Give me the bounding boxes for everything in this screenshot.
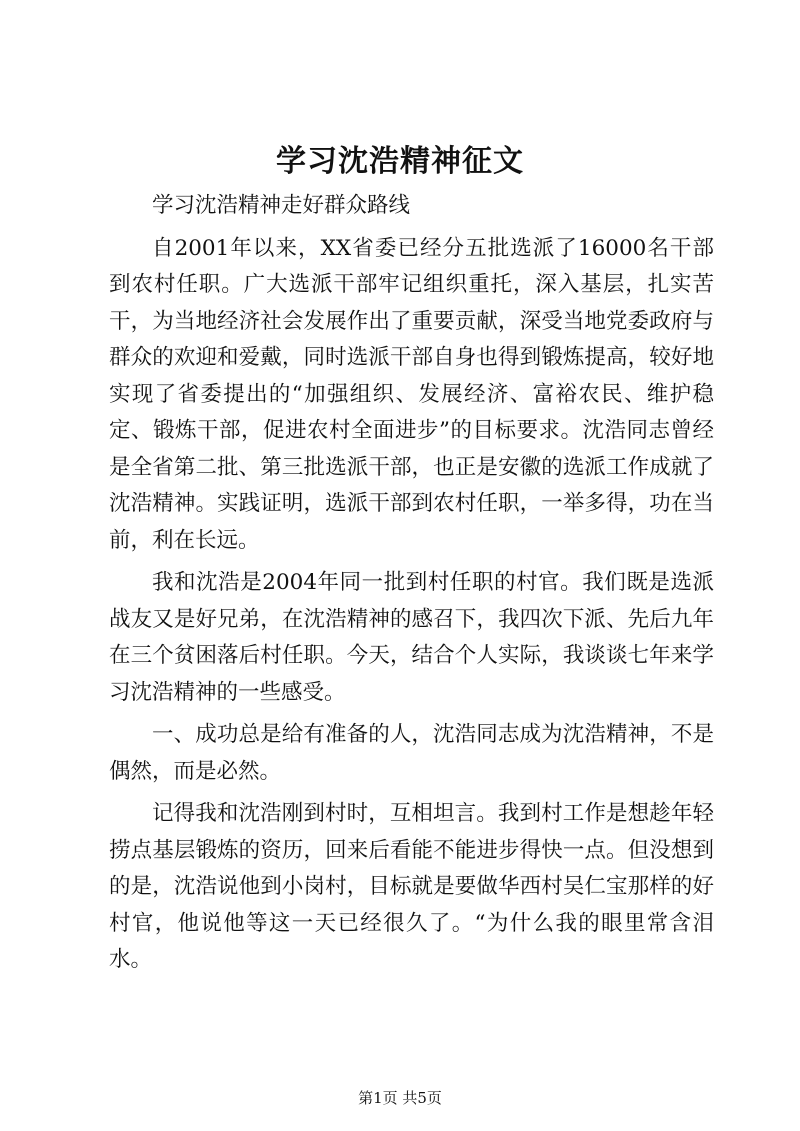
page-footer: 第1页 共5页 [358, 1089, 442, 1107]
document-title: 学习沈浩精神征文 [276, 144, 524, 179]
subtitle-paragraph: 学习沈浩精神走好群众路线 [152, 193, 411, 218]
document-body [109, 188, 714, 985]
body-paragraph: 记得我和沈浩刚到村时，互相坦言。我到村工作是想趁年轻捞点基层锻炼的资历，回来后看能不能进步得快一点。但没想到的是，沈浩说他到小岗村，目标就是要做华西村吴仁宝那样的好村官，他说他等这一天已经很久了。“为什么我的眼里常含泪水。 [109, 801, 714, 972]
body-paragraph: 我和沈浩是2004年同一批到村任职的村官。我们既是选派战友又是好兄弟，在沈浩精神的感召下，我四次下派、先后九年在三个贫困落后村任职。今天，结合个人实际，我谈谈七年来学习沈浩精神的一些感受。 [109, 570, 714, 705]
body-paragraph: 自2001年以来，XX省委已经分五批选派了16000名干部到农村任职。广大选派干部牢记组织重托，深入基层，扎实苦干，为当地经济社会发展作出了重要贡献，深受当地党委政府与群众的欢迎和爱戴，同时选派干部自身也得到锻炼提高，较好地实现了省委提出的“加强组织、发展经济、富裕农民、维护稳定、锻炼干部，促进农村全面进步”的目标要求。沈浩同志曾经是全省第二批、第三批选派干部，也正是安徽的选派工作成就了沈浩精神。实践证明，选派干部到农村任职，一举多得，功在当前，利在长远。 [109, 235, 714, 553]
section-heading-paragraph: 一、成功总是给有准备的人，沈浩同志成为沈浩精神，不是偶然，而是必然。 [109, 722, 714, 784]
